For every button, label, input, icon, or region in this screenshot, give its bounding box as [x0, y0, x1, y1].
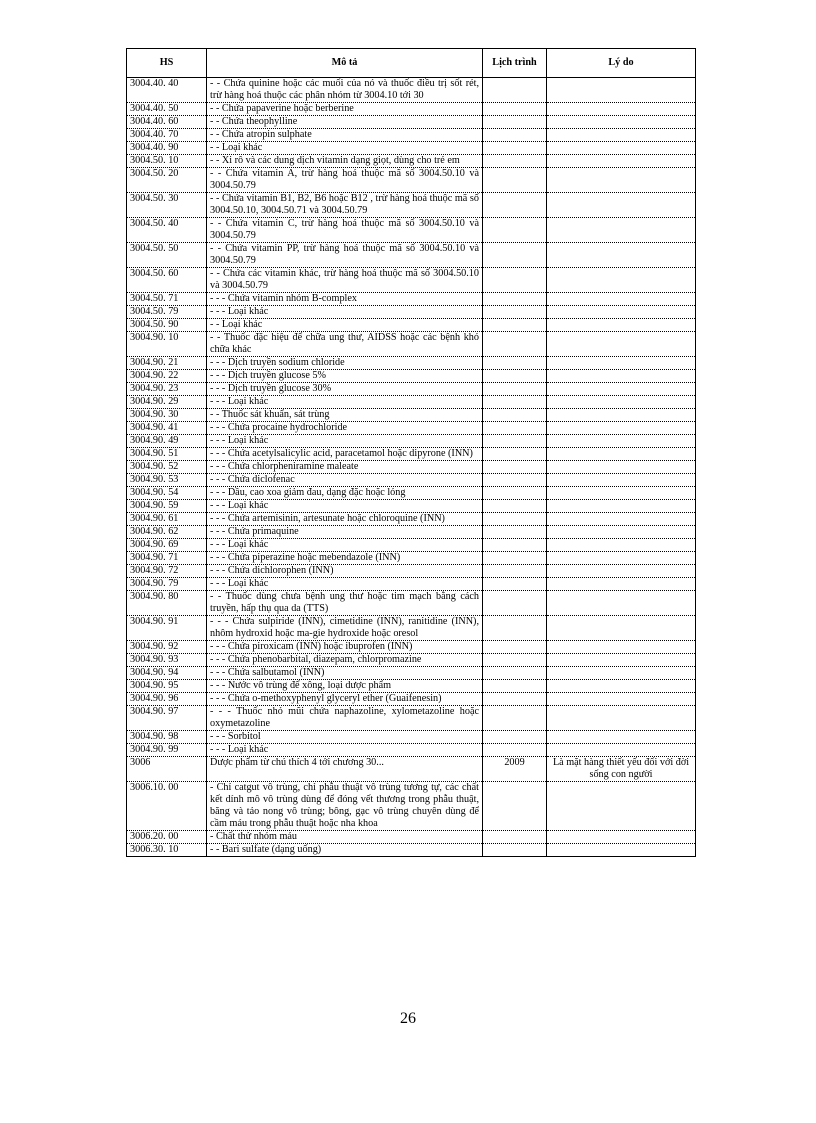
- table-row: [127, 500, 696, 513]
- schedule-cell: [483, 526, 547, 539]
- reason-cell: [547, 591, 696, 616]
- table-row: [127, 396, 696, 409]
- schedule-cell: [483, 168, 547, 193]
- schedule-cell: [483, 332, 547, 357]
- table-row: [127, 319, 696, 332]
- schedule-cell: [483, 831, 547, 844]
- description-cell: - - - Nước vô trùng để xông, loại dược phẩm: [207, 680, 483, 693]
- hs-code-cell: 3004.90. 52: [127, 461, 207, 474]
- schedule-cell: [483, 500, 547, 513]
- header-reason: Lý do: [547, 49, 696, 78]
- hs-code-cell: 3006.10. 00: [127, 782, 207, 831]
- table-row: [127, 155, 696, 168]
- description-cell: - - Chứa vitamin PP, trừ hàng hoá thuộc mã số 3004.50.10 và 3004.50.79: [207, 243, 483, 268]
- hs-code-cell: 3004.90. 29: [127, 396, 207, 409]
- reason-cell: [547, 526, 696, 539]
- description-cell: - - Loại khác: [207, 142, 483, 155]
- reason-cell: [547, 831, 696, 844]
- description-cell: - Chỉ catgut vô trùng, chỉ phẫu thuật vô trùng tương tự, các chất kết dính mô vô trùng dùng để đóng vết thương trong phẫu thuật, băng và tảo nong vô trùng; bông, gạc vô trùng chuyên dùng để cầm máu trong phẫu thuật hoặc nha khoa: [207, 782, 483, 831]
- reason-cell: [547, 654, 696, 667]
- schedule-cell: [483, 306, 547, 319]
- hs-code-cell: 3004.90. 97: [127, 706, 207, 731]
- table-row: [127, 706, 696, 731]
- hs-code-cell: 3004.50. 50: [127, 243, 207, 268]
- reason-cell: [547, 396, 696, 409]
- reason-cell: [547, 513, 696, 526]
- schedule-cell: [483, 680, 547, 693]
- reason-cell: Là mặt hàng thiết yếu đối với đời sống con người: [547, 757, 696, 782]
- reason-cell: [547, 539, 696, 552]
- table-row: [127, 142, 696, 155]
- schedule-cell: [483, 706, 547, 731]
- table-row: [127, 409, 696, 422]
- description-cell: - - - Chứa diclofenac: [207, 474, 483, 487]
- description-cell: - - - Dịch truyền glucose 30%: [207, 383, 483, 396]
- schedule-cell: [483, 319, 547, 332]
- reason-cell: [547, 78, 696, 103]
- reason-cell: [547, 641, 696, 654]
- hs-code-cell: 3004.90. 91: [127, 616, 207, 641]
- description-cell: - - - Chứa dichlorophen (INN): [207, 565, 483, 578]
- table-row: [127, 243, 696, 268]
- reason-cell: [547, 461, 696, 474]
- reason-cell: [547, 667, 696, 680]
- reason-cell: [547, 142, 696, 155]
- hs-code-cell: 3004.90. 59: [127, 500, 207, 513]
- table-row: [127, 539, 696, 552]
- table-row: [127, 526, 696, 539]
- description-cell: - - Xi rô và các dung dịch vitamin dạng giọt, dùng cho trẻ em: [207, 155, 483, 168]
- schedule-cell: [483, 293, 547, 306]
- table-row: [127, 744, 696, 757]
- table-row: [127, 129, 696, 142]
- table-row: [127, 218, 696, 243]
- schedule-cell: [483, 744, 547, 757]
- reason-cell: [547, 448, 696, 461]
- reason-cell: [547, 306, 696, 319]
- description-cell: - - Bari sulfate (dạng uống): [207, 844, 483, 857]
- description-cell: - - Thuốc dùng chưa bệnh ung thư hoặc tim mạch bằng cách truyền, hấp thụ qua da (TTS): [207, 591, 483, 616]
- description-cell: - - - Chứa vitamin nhóm B-complex: [207, 293, 483, 306]
- hs-code-cell: 3004.40. 60: [127, 116, 207, 129]
- hs-code-cell: 3004.90. 41: [127, 422, 207, 435]
- hs-code-cell: 3004.90. 69: [127, 539, 207, 552]
- table-row: [127, 667, 696, 680]
- description-cell: - - Loại khác: [207, 319, 483, 332]
- schedule-cell: [483, 654, 547, 667]
- schedule-cell: [483, 142, 547, 155]
- table-row: [127, 370, 696, 383]
- schedule-cell: [483, 396, 547, 409]
- hs-code-cell: 3006: [127, 757, 207, 782]
- table-row: [127, 616, 696, 641]
- schedule-cell: [483, 487, 547, 500]
- reason-cell: [547, 319, 696, 332]
- table-row: [127, 782, 696, 831]
- description-cell: - - - Dầu, cao xoa giảm đau, dạng đặc hoặc lỏng: [207, 487, 483, 500]
- table-row: [127, 731, 696, 744]
- reason-cell: [547, 332, 696, 357]
- hs-code-cell: 3004.50. 20: [127, 168, 207, 193]
- table-row: [127, 268, 696, 293]
- hs-code-cell: 3004.90. 21: [127, 357, 207, 370]
- reason-cell: [547, 268, 696, 293]
- reason-cell: [547, 129, 696, 142]
- schedule-cell: [483, 243, 547, 268]
- description-cell: - - - Loại khác: [207, 539, 483, 552]
- table-row: [127, 680, 696, 693]
- reason-cell: [547, 616, 696, 641]
- hs-code-cell: 3004.90. 93: [127, 654, 207, 667]
- hs-code-cell: 3004.90. 79: [127, 578, 207, 591]
- hs-code-cell: 3004.90. 98: [127, 731, 207, 744]
- table-row: [127, 565, 696, 578]
- table-row: [127, 641, 696, 654]
- header-schedule: Lịch trình: [483, 49, 547, 78]
- description-cell: - - - Thuốc nhỏ mũi chứa naphazoline, xylometazoline hoặc oxymetazoline: [207, 706, 483, 731]
- hs-code-cell: 3004.40. 40: [127, 78, 207, 103]
- reason-cell: [547, 565, 696, 578]
- reason-cell: [547, 706, 696, 731]
- schedule-cell: [483, 129, 547, 142]
- reason-cell: [547, 293, 696, 306]
- schedule-cell: [483, 370, 547, 383]
- description-cell: - - Chứa các vitamin khác, trừ hàng hoá thuộc mã số 3004.50.10 và 3004.50.79: [207, 268, 483, 293]
- schedule-cell: [483, 731, 547, 744]
- description-cell: - - - Chứa phenobarbital, diazepam, chlorpromazine: [207, 654, 483, 667]
- table-row: [127, 693, 696, 706]
- hs-code-cell: 3004.90. 96: [127, 693, 207, 706]
- header-description: Mô tả: [207, 49, 483, 78]
- reason-cell: [547, 103, 696, 116]
- table-row: [127, 306, 696, 319]
- hs-code-cell: 3004.90. 94: [127, 667, 207, 680]
- table-row: [127, 357, 696, 370]
- table-row: [127, 461, 696, 474]
- schedule-cell: [483, 422, 547, 435]
- hs-code-cell: 3006.30. 10: [127, 844, 207, 857]
- hs-code-cell: 3004.90. 51: [127, 448, 207, 461]
- reason-cell: [547, 680, 696, 693]
- table-header: [127, 49, 696, 78]
- tariff-table: [126, 48, 696, 857]
- reason-cell: [547, 744, 696, 757]
- table-row: [127, 487, 696, 500]
- schedule-cell: [483, 641, 547, 654]
- description-cell: - - Chứa theophylline: [207, 116, 483, 129]
- table-row: [127, 474, 696, 487]
- schedule-cell: [483, 155, 547, 168]
- schedule-cell: [483, 474, 547, 487]
- schedule-cell: [483, 435, 547, 448]
- schedule-cell: [483, 448, 547, 461]
- description-cell: - - Thuốc sát khuẩn, sát trùng: [207, 409, 483, 422]
- table-row: [127, 435, 696, 448]
- reason-cell: [547, 193, 696, 218]
- schedule-cell: [483, 844, 547, 857]
- description-cell: - - Thuốc đặc hiệu để chữa ung thư, AIDSS hoặc các bệnh khó chữa khác: [207, 332, 483, 357]
- hs-code-cell: 3004.90. 80: [127, 591, 207, 616]
- hs-code-cell: 3004.50. 71: [127, 293, 207, 306]
- description-cell: - - Chứa quinine hoặc các muối của nó và thuốc điều trị sốt rét, trừ hàng hoá thuộc các phân nhóm từ 3004.10 tới 30: [207, 78, 483, 103]
- table-row: [127, 103, 696, 116]
- table-row: [127, 757, 696, 782]
- description-cell: - - - Dịch truyền sodium chloride: [207, 357, 483, 370]
- table-row: [127, 293, 696, 306]
- description-cell: - - - Chứa primaquine: [207, 526, 483, 539]
- table-row: [127, 844, 696, 857]
- hs-code-cell: 3004.90. 92: [127, 641, 207, 654]
- schedule-cell: [483, 539, 547, 552]
- description-cell: - - - Chứa procaine hydrochloride: [207, 422, 483, 435]
- hs-code-cell: 3004.90. 71: [127, 552, 207, 565]
- hs-code-cell: 3004.90. 22: [127, 370, 207, 383]
- description-cell: - - - Chứa acetylsalicylic acid, paracetamol hoặc dipyrone (INN): [207, 448, 483, 461]
- table-row: [127, 831, 696, 844]
- hs-code-cell: 3004.90. 30: [127, 409, 207, 422]
- hs-code-cell: 3004.50. 60: [127, 268, 207, 293]
- table-row: [127, 422, 696, 435]
- schedule-cell: [483, 383, 547, 396]
- schedule-cell: [483, 116, 547, 129]
- reason-cell: [547, 782, 696, 831]
- hs-code-cell: 3004.40. 50: [127, 103, 207, 116]
- schedule-cell: [483, 78, 547, 103]
- description-cell: - - - Chứa artemisinin, artesunate hoặc chloroquine (INN): [207, 513, 483, 526]
- description-cell: - - - Loại khác: [207, 396, 483, 409]
- description-cell: - - - Sorbitol: [207, 731, 483, 744]
- description-cell: - - - Chứa sulpiride (INN), cimetidine (INN), ranitidine (INN), nhôm hydroxid hoặc ma-gie hydroxide hoặc oresol: [207, 616, 483, 641]
- description-cell: - - - Chứa piroxicam (INN) hoặc ibuprofen (INN): [207, 641, 483, 654]
- description-cell: Dược phẩm từ chú thích 4 tới chương 30...: [207, 757, 483, 782]
- hs-code-cell: 3004.90. 99: [127, 744, 207, 757]
- description-cell: - Chất thử nhóm máu: [207, 831, 483, 844]
- table-row: [127, 383, 696, 396]
- table-row: [127, 552, 696, 565]
- description-cell: - - - Chứa chlorpheniramine maleate: [207, 461, 483, 474]
- description-cell: - - - Chứa o-methoxyphenyl glyceryl ether (Guaifenesin): [207, 693, 483, 706]
- hs-code-cell: 3004.90. 54: [127, 487, 207, 500]
- hs-code-cell: 3004.90. 61: [127, 513, 207, 526]
- description-cell: - - - Loại khác: [207, 500, 483, 513]
- schedule-cell: 2009: [483, 757, 547, 782]
- table-row: [127, 654, 696, 667]
- reason-cell: [547, 578, 696, 591]
- table-row: [127, 78, 696, 103]
- hs-code-cell: 3004.90. 53: [127, 474, 207, 487]
- table-row: [127, 513, 696, 526]
- schedule-cell: [483, 103, 547, 116]
- reason-cell: [547, 552, 696, 565]
- reason-cell: [547, 116, 696, 129]
- schedule-cell: [483, 565, 547, 578]
- reason-cell: [547, 243, 696, 268]
- header-hs: HS: [127, 49, 207, 78]
- hs-code-cell: 3004.90. 95: [127, 680, 207, 693]
- reason-cell: [547, 155, 696, 168]
- schedule-cell: [483, 616, 547, 641]
- description-cell: - - - Dịch truyền glucose 5%: [207, 370, 483, 383]
- schedule-cell: [483, 552, 547, 565]
- hs-code-cell: 3004.90. 62: [127, 526, 207, 539]
- schedule-cell: [483, 409, 547, 422]
- reason-cell: [547, 435, 696, 448]
- table-row: [127, 578, 696, 591]
- description-cell: - - Chứa vitamin B1, B2, B6 hoặc B12 , trừ hàng hoá thuộc mã số 3004.50.10, 3004.50.71 và 3004.50.79: [207, 193, 483, 218]
- schedule-cell: [483, 357, 547, 370]
- reason-cell: [547, 500, 696, 513]
- description-cell: - - - Loại khác: [207, 578, 483, 591]
- reason-cell: [547, 693, 696, 706]
- reason-cell: [547, 218, 696, 243]
- hs-code-cell: 3004.90. 10: [127, 332, 207, 357]
- hs-code-cell: 3004.50. 40: [127, 218, 207, 243]
- hs-code-cell: 3004.90. 49: [127, 435, 207, 448]
- reason-cell: [547, 731, 696, 744]
- schedule-cell: [483, 193, 547, 218]
- description-cell: - - - Loại khác: [207, 744, 483, 757]
- page-number: 26: [400, 1010, 416, 1027]
- description-cell: - - Chứa vitamin A, trừ hàng hoá thuộc mã số 3004.50.10 và 3004.50.79: [207, 168, 483, 193]
- hs-code-cell: 3004.40. 90: [127, 142, 207, 155]
- reason-cell: [547, 383, 696, 396]
- schedule-cell: [483, 578, 547, 591]
- schedule-cell: [483, 782, 547, 831]
- schedule-cell: [483, 693, 547, 706]
- table-row: [127, 116, 696, 129]
- schedule-cell: [483, 218, 547, 243]
- schedule-cell: [483, 667, 547, 680]
- table-row: [127, 591, 696, 616]
- schedule-cell: [483, 461, 547, 474]
- description-cell: - - Chứa papaverine hoặc berberine: [207, 103, 483, 116]
- reason-cell: [547, 844, 696, 857]
- hs-code-cell: 3004.90. 23: [127, 383, 207, 396]
- hs-code-cell: 3004.50. 30: [127, 193, 207, 218]
- reason-cell: [547, 409, 696, 422]
- description-cell: - - Chứa vitamin C, trừ hàng hoá thuộc mã số 3004.50.10 và 3004.50.79: [207, 218, 483, 243]
- hs-code-cell: 3004.40. 70: [127, 129, 207, 142]
- table-row: [127, 332, 696, 357]
- table-row: [127, 448, 696, 461]
- description-cell: - - - Chứa salbutamol (INN): [207, 667, 483, 680]
- description-cell: - - - Loại khác: [207, 435, 483, 448]
- hs-code-cell: 3004.50. 79: [127, 306, 207, 319]
- reason-cell: [547, 370, 696, 383]
- reason-cell: [547, 474, 696, 487]
- hs-code-cell: 3006.20. 00: [127, 831, 207, 844]
- schedule-cell: [483, 591, 547, 616]
- description-cell: - - Chứa atropin sulphate: [207, 129, 483, 142]
- table-row: [127, 193, 696, 218]
- hs-code-cell: 3004.90. 72: [127, 565, 207, 578]
- schedule-cell: [483, 513, 547, 526]
- reason-cell: [547, 168, 696, 193]
- reason-cell: [547, 422, 696, 435]
- table-body: [127, 78, 696, 857]
- reason-cell: [547, 487, 696, 500]
- description-cell: - - - Chứa piperazine hoặc mebendazole (INN): [207, 552, 483, 565]
- table-row: [127, 168, 696, 193]
- description-cell: - - - Loại khác: [207, 306, 483, 319]
- hs-code-cell: 3004.50. 90: [127, 319, 207, 332]
- reason-cell: [547, 357, 696, 370]
- schedule-cell: [483, 268, 547, 293]
- hs-code-cell: 3004.50. 10: [127, 155, 207, 168]
